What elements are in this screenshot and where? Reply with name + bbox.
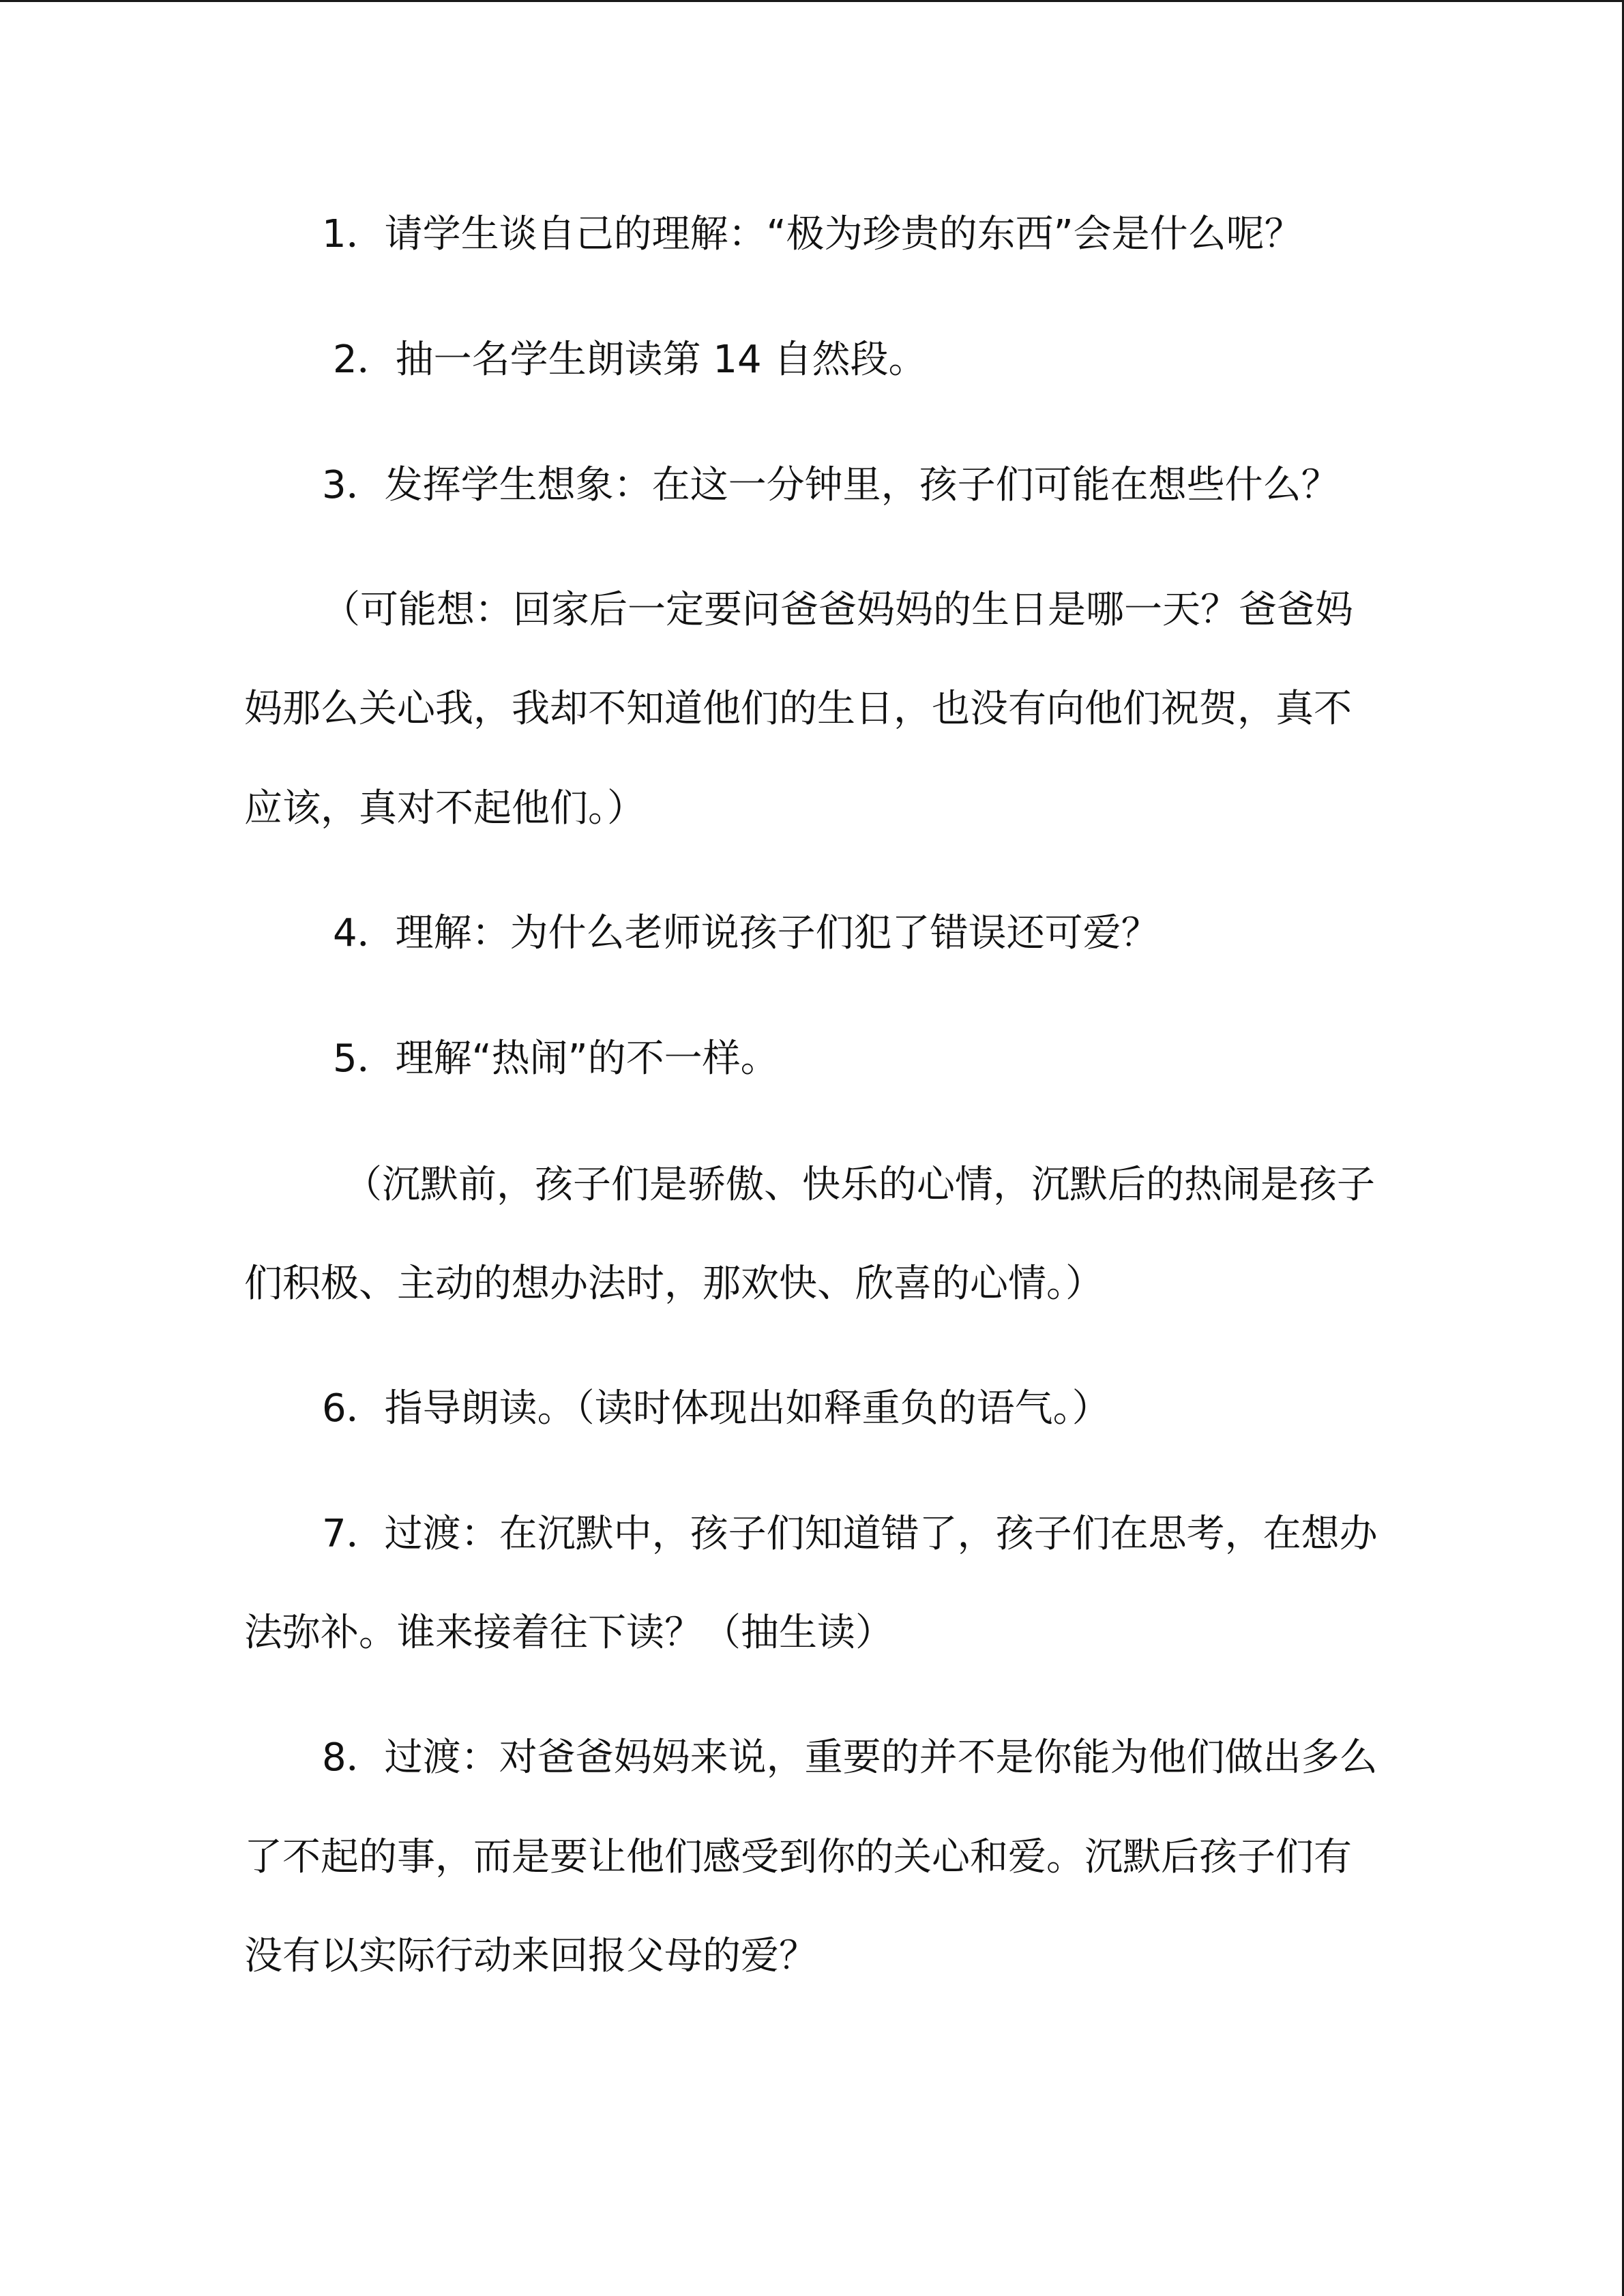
- item-3-note-line-3: 应该，真对不起他们。）: [244, 786, 645, 831]
- item-7-line-2: 法弥补。谁来接着往下读？（抽生读）: [244, 1611, 894, 1655]
- item-1-line-1: 1．请学生谈自己的理解：“极为珍贵的东西”会是什么呢？: [322, 212, 1303, 256]
- item-2-line-1: 2．抽一名学生朗读第 14 自然段。: [333, 338, 927, 382]
- item-8-line-2: 了不起的事，而是要让他们感受到你的关心和爱。沉默后孩子们有: [244, 1835, 1352, 1879]
- item-8-line-1: 8．过渡：对爸爸妈妈来说，重要的并不是你能为他们做出多么: [322, 1735, 1378, 1780]
- item-3-note-line-1: （可能想：回家后一定要问爸爸妈妈的生日是哪一天？爸爸妈: [322, 588, 1353, 632]
- item-5-note-line-1: （沉默前，孩子们是骄傲、快乐的心情，沉默后的热闹是孩子: [344, 1163, 1375, 1207]
- item-8-line-3: 没有以实际行动来回报父母的爱？: [244, 1934, 817, 1978]
- item-5-line-1: 5．理解“热闹”的不一样。: [333, 1037, 779, 1081]
- item-6-line-1: 6．指导朗读。（读时体现出如释重负的语气。）: [322, 1386, 1110, 1431]
- item-3-line-1: 3．发挥学生想象：在这一分钟里，孩子们可能在想些什么？: [322, 463, 1340, 507]
- item-5-note-line-2: 们积极、主动的想办法时，那欢快、欣喜的心情。）: [244, 1262, 1104, 1306]
- item-7-line-1: 7．过渡：在沉默中，孩子们知道错了，孩子们在思考，在想办: [322, 1512, 1378, 1556]
- item-3-note-line-2: 妈那么关心我，我却不知道他们的生日，也没有向他们祝贺，真不: [244, 687, 1352, 731]
- item-4-line-1: 4．理解：为什么老师说孩子们犯了错误还可爱？: [333, 911, 1160, 955]
